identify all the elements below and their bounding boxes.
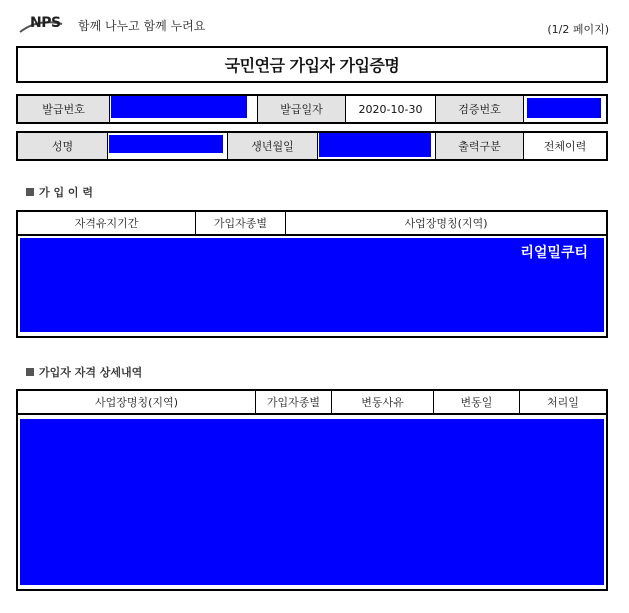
output-type-label: 출력구분 <box>436 133 524 159</box>
column-header: 변동사유 <box>332 391 434 413</box>
history-table-header <box>18 212 606 236</box>
column-header: 가입자종별 <box>196 212 286 234</box>
redaction-block <box>319 133 431 157</box>
detail-table-body <box>18 415 606 589</box>
redaction-block <box>20 238 604 332</box>
column-header: 자격유지기간 <box>18 212 196 234</box>
detail-section-label: 가입자 자격 상세내역 <box>39 366 143 379</box>
person-info-row <box>16 131 608 161</box>
logo-text: NPS <box>30 15 61 31</box>
output-type-value: 전체이력 <box>543 140 587 153</box>
history-table <box>16 210 608 338</box>
nps-logo <box>18 12 206 38</box>
redaction-block <box>20 419 604 585</box>
issue-info-row <box>16 94 608 124</box>
verify-number-label: 검증번호 <box>436 96 524 122</box>
name-value <box>108 133 228 159</box>
issue-number-value <box>110 96 258 122</box>
issue-date-value: 2020-10-30 <box>346 96 436 122</box>
history-section-title <box>26 184 93 200</box>
detail-section-title <box>26 364 142 380</box>
column-header: 가입자종별 <box>256 391 332 413</box>
document-title: 국민연금 가입자 가입증명 <box>224 56 400 75</box>
document-title-box <box>16 46 608 83</box>
redaction-block <box>527 98 601 118</box>
history-table-body <box>18 236 606 336</box>
history-section-label: 가 입 이 력 <box>39 186 93 199</box>
section-bullet-icon <box>26 368 34 376</box>
watermark-text: 리얼밀쿠티 <box>520 245 588 261</box>
birth-date-label: 생년월일 <box>228 133 318 159</box>
detail-table-header <box>18 391 606 415</box>
column-header: 사업장명칭(지역) <box>404 217 488 230</box>
column-header: 사업장명칭(지역) <box>18 391 256 413</box>
detail-table <box>16 389 608 591</box>
issue-number-label: 발급번호 <box>18 96 110 122</box>
slogan: 함께 나누고 함께 누려요 <box>78 19 206 33</box>
redaction-block <box>109 135 223 153</box>
verify-number-value <box>524 96 606 122</box>
column-header: 처리일 <box>547 396 579 409</box>
birth-date-value <box>318 133 436 159</box>
redaction-block <box>111 96 247 118</box>
issue-date-label: 발급일자 <box>258 96 346 122</box>
column-header: 변동일 <box>434 391 520 413</box>
name-label: 성명 <box>18 133 108 159</box>
page-info: (1/2 페이지) <box>547 23 609 36</box>
section-bullet-icon <box>26 188 34 196</box>
